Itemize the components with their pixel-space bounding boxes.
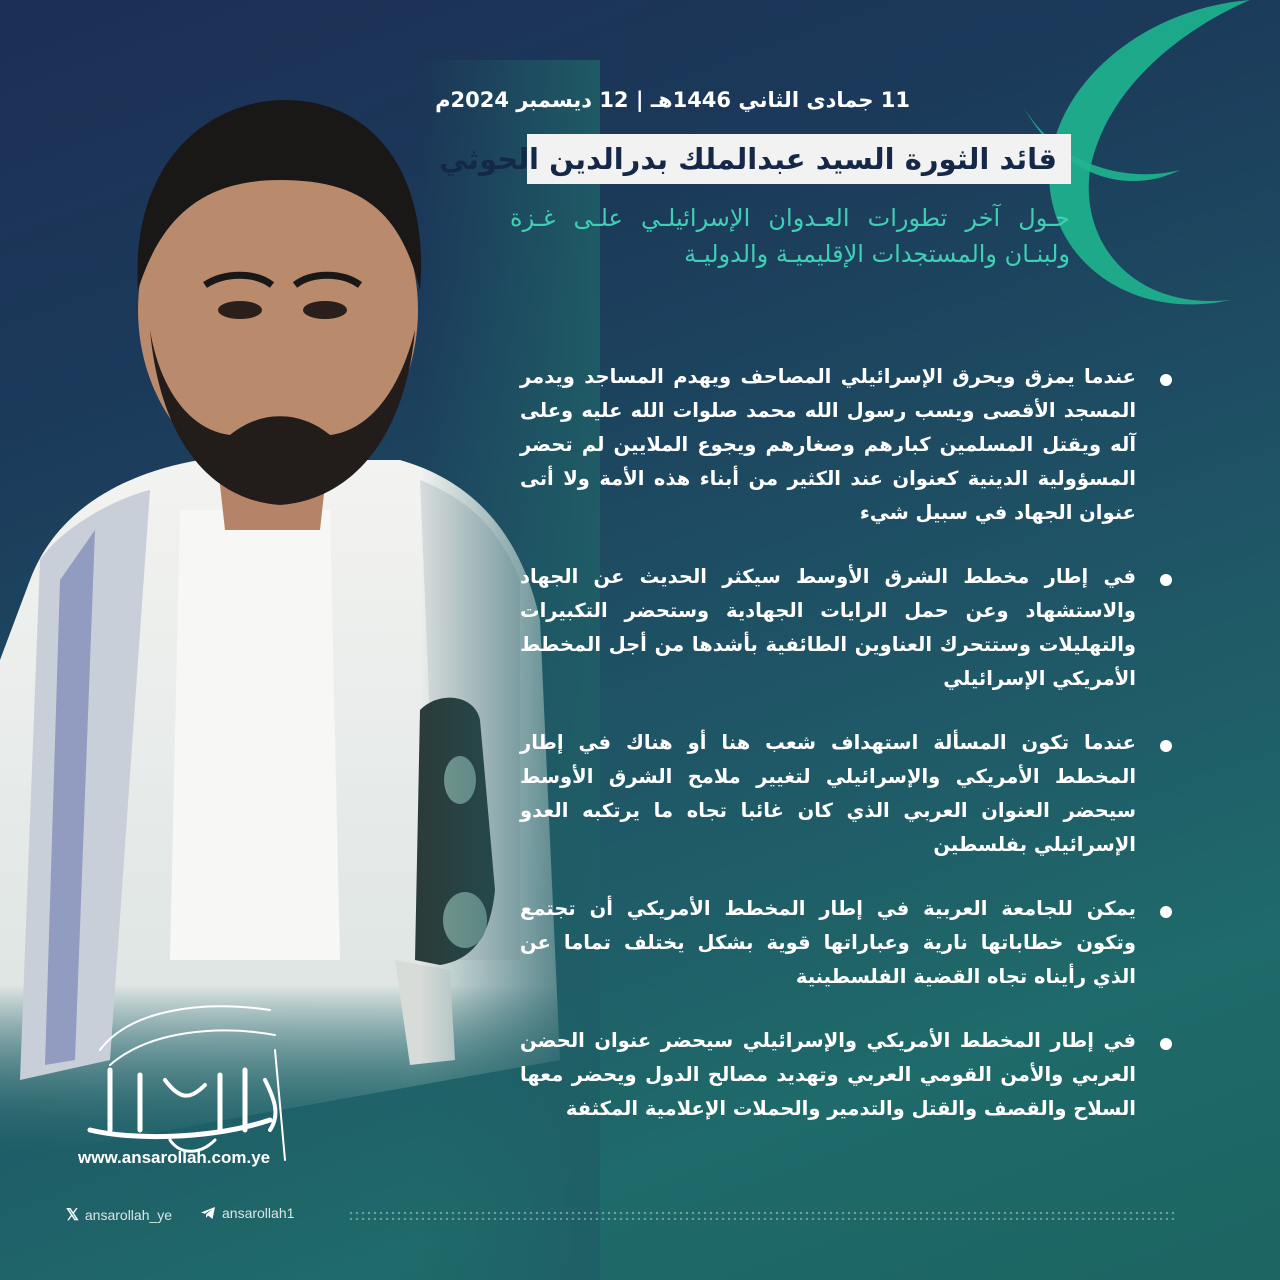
list-item xyxy=(520,360,1170,530)
point-text: في إطار المخطط الأمريكي والإسرائيلي سيحضر عنوان الحضن العربي والأمن القومي العربي وتهديد مصالح الدول ويحضر معها السلاح والقصف والقتل والتدمير والحملات الإعلامية المكثفة xyxy=(520,1029,1136,1120)
x-social[interactable] xyxy=(66,1205,172,1225)
point-text: عندما يمزق ويحرق الإسرائيلي المصاحف ويهدم المساجد ويدمر المسجد الأقصى ويسب رسول الله محمد صلوات الله عليه وعلى آله ويقتل المسلمين كبارهم وصغارهم ويجوع الملايين لم تحضر المسؤولية الدينية كعنوان عند الكثير من أبناء هذه الأمة ولا أتى عنوان الجهاد في سبيل شيء xyxy=(520,365,1136,524)
page-title: قائد الثورة السيد عبدالملك بدرالدين الحوثي xyxy=(438,142,1057,176)
bullet-icon xyxy=(1160,374,1172,386)
date-line: 11 جمادى الثاني 1446هـ | 12 ديسمبر 2024م xyxy=(435,88,910,112)
bullet-icon xyxy=(1160,574,1172,586)
point-text: في إطار مخطط الشرق الأوسط سيكثر الحديث عن الجهاد والاستشهاد وعن حمل الرايات الجهادية وستحضر التكبيرات والتهليلات وستتحرك العناوين الطائفية بأشدها من أجل المخطط الأمريكي الإسرائيلي xyxy=(520,565,1136,690)
bullet-icon xyxy=(1160,740,1172,752)
list-item xyxy=(520,726,1170,862)
point-text: عندما تكون المسألة استهداف شعب هنا أو هناك في إطار المخطط الأمريكي والإسرائيلي لتغيير ملامح الشرق الأوسط سيحضر العنوان العربي الذي كان غائبا تجاه ما يرتكبه العدو الإسرائيلي بفلسطين xyxy=(520,731,1136,856)
x-icon: 𝕏 xyxy=(66,1207,79,1224)
x-handle: ansarollah_ye xyxy=(84,1207,173,1223)
website-link[interactable]: www.ansarollah.com.ye xyxy=(78,1148,271,1167)
ansarollah-logo xyxy=(70,990,300,1170)
title-banner xyxy=(438,134,1071,184)
telegram-icon xyxy=(200,1206,216,1220)
list-item xyxy=(520,560,1170,696)
telegram-handle: ansarollah1 xyxy=(222,1205,295,1221)
dotted-divider xyxy=(348,1210,1178,1220)
subtitle: حـول آخر تطورات العـدوان الإسرائيلـي علـى غـزة ولبنـان والمستجدات الإقليميـة والدوليـة xyxy=(510,204,1070,268)
point-text: يمكن للجامعة العربية في إطار المخطط الأمريكي أن تجتمع وتكون خطاباتها نارية وعباراتها قوية بشكل يختلف تماما عن الذي رأيناه تجاه القضية الفلسطينية xyxy=(520,897,1136,988)
telegram-social[interactable] xyxy=(200,1205,294,1221)
list-item xyxy=(520,892,1170,994)
bullet-icon xyxy=(1160,906,1172,918)
key-points-list xyxy=(520,360,1170,1156)
list-item xyxy=(520,1024,1170,1126)
bullet-icon xyxy=(1160,1038,1172,1050)
